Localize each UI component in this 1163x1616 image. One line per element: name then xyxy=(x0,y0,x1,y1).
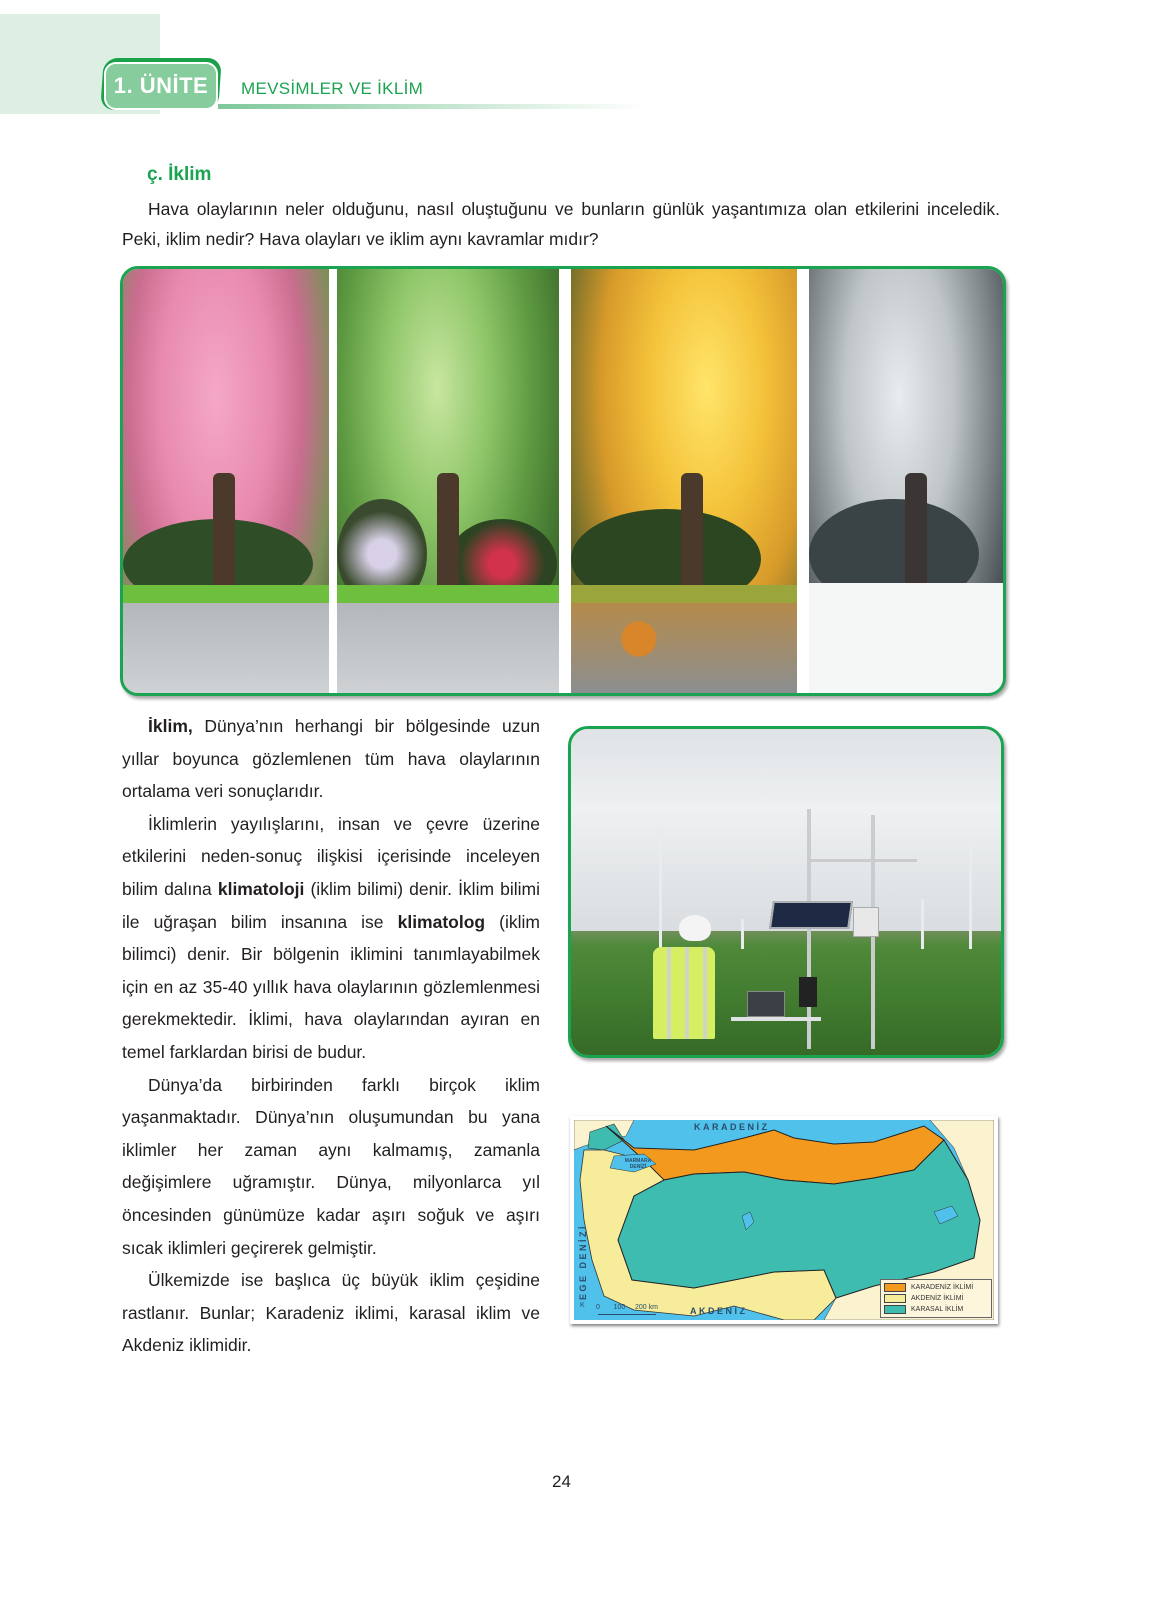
data-logger xyxy=(799,977,817,1007)
legend-label: KARASAL İKLİM xyxy=(911,1306,964,1313)
term-iklim: İklim, xyxy=(148,716,193,736)
paragraph-definition xyxy=(122,710,540,808)
wind-turbine-icon xyxy=(741,919,744,949)
turkey-climate-map xyxy=(570,1116,998,1324)
technician xyxy=(653,911,723,1058)
field-table xyxy=(731,1017,821,1021)
autumn-leaf-path xyxy=(571,603,797,693)
map-scale-bar xyxy=(596,1304,658,1311)
paragraph-text: Dünya’nın herhangi bir bölgesinde uzun yıllar boyunca gözlemlenen tüm hava olaylarının ortalama veri sonuçlarıdır. xyxy=(122,716,540,802)
safety-vest xyxy=(653,947,715,1039)
label-akdeniz: AKDENİZ xyxy=(690,1306,748,1316)
term-klimatolog: klimatolog xyxy=(397,911,486,932)
scale-line xyxy=(598,1314,656,1315)
green-field xyxy=(571,931,1001,1055)
summer-path xyxy=(337,603,559,693)
paragraph-text: (iklim bilimci) denir. Bir bölgenin iklimini tanımlayabilmek için en az 35-40 yıllık hava olaylarının gözlemlenmesi gerekmektedir. İklimi, hava olaylarından ayıran en temel farklardan birisi de budur. xyxy=(122,911,540,1062)
term-klimatoloji: klimatoloji xyxy=(217,878,305,899)
legend-item-karadeniz xyxy=(884,1282,988,1293)
paragraph-text: (iklim bilimi) denir. İklim bilimi ile uğraşan bilim insanına ise xyxy=(122,878,540,932)
header-divider xyxy=(218,104,648,109)
scale-tick: 0 xyxy=(596,1304,600,1311)
section-heading: ç. İklim xyxy=(147,164,212,185)
paragraph-climate-change: Dünya’da birbirinden farklı birçok iklim yaşanmaktadır. Dünya’nın oluşumundan bu yana iklimler her zaman aynı kalmamış, zamanla değişimlere uğramıştır. Dünya, milyonlarca yıl öncesinden günümüze kadar aşırı soğuk ve aşırı sıcak iklimleri geçirerek gelmiştir. xyxy=(122,1074,540,1258)
paragraph-text: İklimlerin yayılışlarını, insan ve çevre üzerine etkilerini neden-sonuç ilişkisi içerisinde inceleyen bilim dalına xyxy=(122,813,540,899)
unit-badge-label: 1. ÜNİTE xyxy=(104,62,218,110)
station-mast xyxy=(807,809,811,1049)
legend-swatch xyxy=(884,1294,906,1303)
label-karadeniz: KARADENİZ xyxy=(694,1122,770,1132)
label-ege-denizi: EGE DENİZİ xyxy=(578,1223,588,1300)
sensor-box xyxy=(853,907,879,937)
intro-paragraph xyxy=(122,194,1000,254)
unit-title: MEVSİMLER VE İKLİM xyxy=(241,79,424,98)
legend-swatch xyxy=(884,1283,906,1292)
scale-tick: 100 xyxy=(613,1304,626,1311)
intro-text: Hava olaylarının neler olduğunu, nasıl oluştuğunu ve bunların günlük yaşantımıza olan etkilerini inceledik. Peki, iklim nedir? Hava olayları ve iklim aynı kavramlar mıdır? xyxy=(122,199,1000,249)
legend-label: AKDENİZ İKLİMİ xyxy=(911,1295,964,1302)
legend-item-karasal xyxy=(884,1304,988,1315)
paragraph-climatology xyxy=(122,808,540,1069)
seasons-figure xyxy=(120,266,1006,696)
station-crossbar xyxy=(807,859,917,862)
season-panel-winter xyxy=(809,269,1006,693)
label-marmara: MARMARA DENİZİ xyxy=(624,1158,652,1170)
legend-item-akdeniz xyxy=(884,1293,988,1304)
legend-swatch xyxy=(884,1305,906,1314)
season-panel-spring xyxy=(123,269,329,693)
map-legend xyxy=(880,1279,992,1318)
paragraph-turkey-climates: Ülkemizde ise başlıca üç büyük iklim çeşidine rastlanır. Bunlar; Karadeniz iklimi, karasal iklim ve Akdeniz iklimidir. xyxy=(122,1270,540,1356)
page-number: 24 xyxy=(552,1472,571,1491)
laptop xyxy=(747,991,785,1017)
spring-path xyxy=(123,603,329,693)
map-canvas xyxy=(574,1120,994,1320)
body-text-column xyxy=(122,710,540,1362)
season-panel-autumn xyxy=(571,269,797,693)
winter-snow-ground xyxy=(809,583,1006,693)
solar-panel xyxy=(769,901,853,929)
season-panel-summer xyxy=(337,269,559,693)
wind-turbine-icon xyxy=(969,839,972,949)
weather-station-photo xyxy=(568,726,1004,1058)
hard-hat xyxy=(679,915,711,941)
legend-label: KARADENİZ İKLİMİ xyxy=(911,1284,974,1291)
scale-tick: 200 km xyxy=(634,1304,658,1311)
wind-turbine-icon xyxy=(921,899,924,949)
unit-badge xyxy=(98,56,220,112)
north-arrow-icon: K xyxy=(580,1302,585,1309)
